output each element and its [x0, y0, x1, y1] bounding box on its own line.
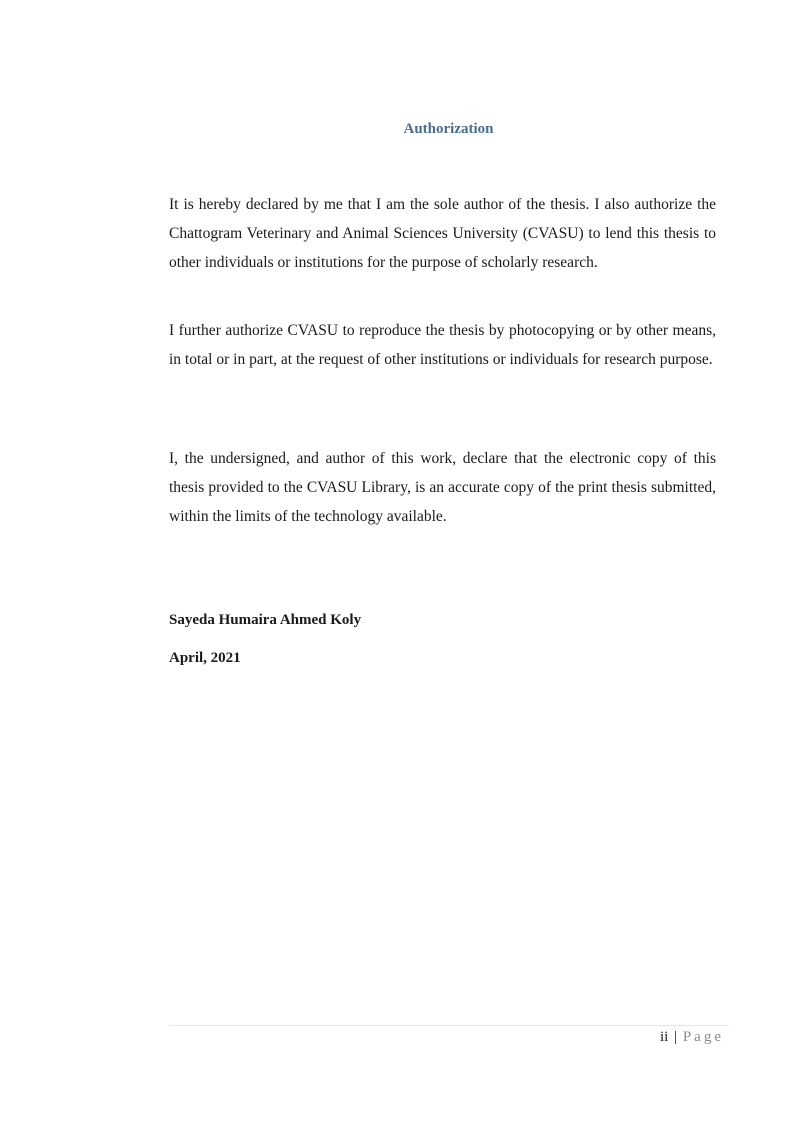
footer-divider [169, 1025, 729, 1026]
electronic-copy-declaration-paragraph: I, the undersigned, and author of this work, declare that the electronic copy of this thesis provided to the CVASU Library, is an accurate copy of the print thesis submitted, within the limits of the technology available. [169, 450, 716, 525]
authorship-declaration-paragraph: It is hereby declared by me that I am the sole author of the thesis. I also authorize the Chattogram Veterinary and Animal Sciences University (CVASU) to lend this thesis to other individuals or institutions for the purpose of scholarly research. [169, 196, 716, 271]
reproduction-authorization-paragraph: I further authorize CVASU to reproduce the thesis by photocopying or by other means, in total or in part, at the request of other institutions or individuals for research purpose. [169, 322, 716, 368]
signature-date: April, 2021 [169, 650, 241, 666]
author-name: Sayeda Humaira Ahmed Koly [169, 612, 362, 628]
page-title: Authorization [403, 121, 494, 137]
page-number: ii [659, 1029, 669, 1045]
page-footer [660, 1029, 724, 1046]
page-label: Page [682, 1029, 724, 1045]
footer-separator: | [674, 1029, 678, 1045]
